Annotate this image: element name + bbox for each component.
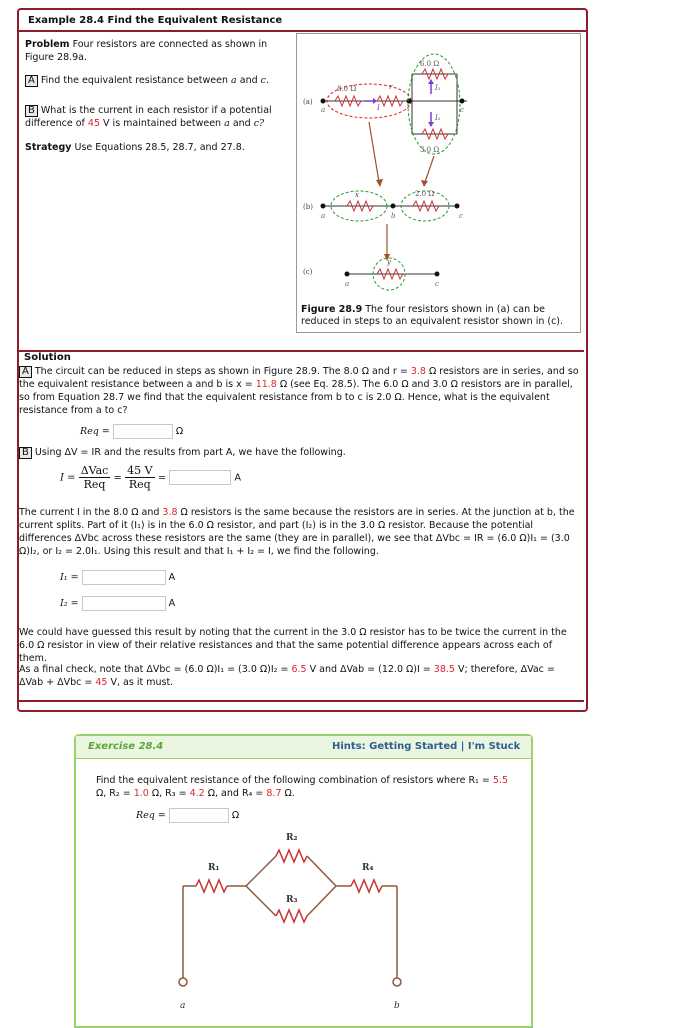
terminal-b	[393, 978, 401, 986]
p3-r-value: 3.8	[162, 507, 178, 518]
label-3ohm: 3.0 Ω	[420, 146, 440, 154]
i1-answer-label: I₁ =	[60, 572, 79, 583]
current-input[interactable]	[169, 470, 231, 485]
exercise-text	[96, 774, 516, 800]
exercise-text-1: Find the equivalent resistance of the following combination of resistors where R₁ =	[96, 775, 490, 786]
node-a-dot-b	[321, 204, 326, 209]
node-a-dot	[321, 99, 326, 104]
im-stuck-link[interactable]: I'm Stuck	[467, 741, 521, 752]
solution-divider	[17, 350, 584, 352]
solution-p5a: As a final check, note that ΔVbc = (6.0 Ω)I₁ = (3.0 Ω)I₂ =	[19, 664, 289, 675]
node-b-label-b: b	[391, 212, 396, 220]
req-label: Req =	[80, 426, 110, 437]
node-a-label: a	[321, 106, 326, 114]
reduction-arrowhead-2	[421, 180, 428, 187]
solution-p3	[19, 506, 579, 558]
part-a-tag: A	[25, 75, 38, 87]
solution-p5	[19, 663, 581, 689]
solution-p5c: V; therefore, ΔVac = ΔVab + ΔVbc =	[19, 664, 555, 688]
var-a: a	[231, 75, 237, 86]
solution-p4: We could have guessed this result by noting that the current in the 3.0 Ω resistor has to be twice the current in the 6.0 Ω resistor in view of their relative resistances and that the same potential difference appears across each of them.	[19, 627, 567, 664]
eq-i-label: I =	[60, 472, 76, 484]
solution-part-a-text	[19, 365, 582, 417]
reduction-arrow-2	[425, 156, 434, 182]
strategy	[25, 141, 287, 154]
title-divider	[19, 30, 586, 32]
hints-bar	[332, 741, 520, 752]
part-b-text: What is the current in each resistor if a potential difference of	[25, 105, 272, 129]
i1-input[interactable]	[82, 570, 166, 585]
r1-label: R₁	[208, 863, 220, 873]
solution-p3a: The current I in the 8.0 Ω and	[19, 507, 160, 518]
part-a-text: Find the equivalent resistance between	[40, 75, 229, 86]
solution-part-b-text	[19, 446, 579, 459]
i2-input[interactable]	[82, 596, 166, 611]
node-b-dot	[407, 99, 412, 104]
eq-equals: =	[113, 472, 122, 484]
solution-p1c: Ω (see Eq. 28.5). The 6.0 Ω and 3.0 Ω resistors are in parallel, so from Equation 28.7 we find that the equivalent resistance from b to c is 2.0 Ω. Hence, what is the equivalent resistance from a to c?	[19, 379, 573, 416]
exercise-req-row	[136, 808, 239, 823]
node-c-label: c	[460, 106, 464, 114]
r3-value: 4.2	[189, 788, 205, 799]
eq-equals-2: =	[157, 472, 167, 484]
r2-label: R₂	[286, 833, 298, 843]
var-c: c.	[260, 75, 269, 86]
i1-unit: A	[168, 572, 176, 583]
resistor-r2	[276, 850, 307, 862]
exercise-text-5: Ω.	[284, 788, 295, 799]
req-input[interactable]	[113, 424, 173, 439]
node-a-label-b: a	[321, 212, 326, 220]
x-value: 11.8	[255, 379, 277, 390]
current-equation	[60, 464, 241, 491]
solution-label: Solution	[24, 352, 71, 363]
node-a-label-c: a	[345, 280, 350, 288]
terminal-b-label: b	[394, 1001, 400, 1011]
getting-started-link[interactable]: Getting Started	[369, 741, 458, 752]
terminal-a-label: a	[180, 1001, 186, 1011]
node-c-label-b: c	[459, 212, 463, 220]
node-a-dot-c	[345, 272, 350, 277]
r3-label: R₃	[286, 895, 298, 905]
circuit-diagram	[297, 34, 580, 304]
i1-answer-row	[60, 570, 175, 585]
parallel-group-outline	[408, 54, 460, 154]
caption-text: The four resistors shown in (a) can be reduced in steps to an equivalent resistor shown in (c).	[301, 304, 564, 327]
hints-separator: |	[460, 741, 465, 752]
exercise-req-unit: Ω	[231, 810, 240, 821]
node-c-dot	[460, 99, 465, 104]
p5-value-3: 45	[95, 677, 108, 688]
eq-numerator-2: 45 V	[127, 464, 153, 477]
problem-label: Problem	[25, 39, 70, 50]
exercise-card	[74, 734, 533, 1028]
label-2ohm: 2.0 Ω	[415, 190, 435, 198]
var-a: a	[224, 118, 230, 129]
node-c-dot-c	[435, 272, 440, 277]
eq-denominator-1: Req	[83, 478, 106, 491]
reduction-arrowhead-1	[376, 179, 383, 187]
current-label: I	[377, 104, 380, 112]
i1-label: I₁	[435, 84, 441, 92]
part-a-question	[25, 74, 287, 87]
panel-a-label: (a)	[303, 98, 313, 106]
panel-c-label: (c)	[303, 268, 313, 276]
solution-p5b: V and ΔVab = (12.0 Ω)I =	[309, 664, 431, 675]
eq-denominator-2: Req	[128, 478, 151, 491]
caption-label: Figure 28.9	[301, 304, 363, 315]
i2-answer-label: I₂ =	[60, 598, 79, 609]
problem-text: Four resistors are connected as shown in Figure 28.9a.	[25, 39, 268, 63]
exercise-text-3: Ω, R₃ =	[151, 788, 187, 799]
exercise-text-4: Ω, and R₄ =	[207, 788, 264, 799]
exercise-title: Exercise 28.4	[88, 741, 164, 752]
node-b-dot-b	[391, 204, 396, 209]
var-c: c?	[253, 118, 265, 129]
req-answer-row	[80, 424, 183, 439]
current-unit: A	[234, 472, 241, 484]
p5-value-1: 6.5	[291, 664, 307, 675]
resistor-r3	[276, 910, 307, 922]
example-bottom-divider	[17, 700, 584, 702]
hints-label: Hints:	[332, 741, 366, 752]
r4-label: R₄	[362, 863, 374, 873]
figure-28-9	[296, 33, 581, 333]
label-6ohm: 6.0 Ω	[420, 60, 440, 68]
solution-p1b: Ω resistors are in series, and so the equivalent resistance between a and b is x =	[19, 366, 579, 390]
eq-numerator-1: ΔVac	[80, 464, 109, 477]
label-r: r	[389, 83, 393, 91]
exercise-text-2: Ω, R₂ =	[96, 788, 131, 799]
p5-value-2: 38.5	[433, 664, 455, 675]
part-b-text-2: V is maintained between	[103, 118, 222, 129]
y-label: y	[387, 258, 391, 266]
part-b-tag: B	[25, 105, 38, 117]
r1-value: 5.5	[492, 775, 508, 786]
strategy-label: Strategy	[25, 142, 72, 153]
exercise-req-input[interactable]	[169, 808, 229, 823]
figure-caption	[301, 304, 573, 328]
i2-arrowhead	[428, 122, 434, 127]
resistor-r4	[351, 880, 382, 892]
solution-p2: Using ΔV = IR and the results from part A, we have the following.	[34, 447, 346, 458]
solution-p3b: Ω resistors is the same because the resistors are in series. At the junction at b, the current splits. Part of it (I₁) is in the 6.0 Ω resistor, and part (I₂) is in the 3.0 Ω resistor. Because the potential differences ΔVbc across these resistors are the same (they are in parallel), we see that ΔVbc = IR = (6.0 Ω)I₁ = (3.0 Ω)I₂, or I₂ = 2.0I₁. Using this result and that I₁ + I₂ = I, we find the following.	[19, 507, 575, 557]
r-value: 3.8	[410, 366, 426, 377]
label-8ohm: 8.0 Ω	[337, 85, 357, 93]
solution-part-b-tag: B	[19, 447, 32, 459]
example-title: Example 28.4 Find the Equivalent Resistance	[28, 15, 283, 26]
eq-fraction-1	[79, 464, 111, 491]
i2-unit: A	[168, 598, 176, 609]
r2-value: 1.0	[133, 788, 149, 799]
node-c-label-c: c	[435, 280, 439, 288]
reduction-arrow-1	[369, 122, 379, 182]
resistor-r1	[196, 880, 227, 892]
terminal-a	[179, 978, 187, 986]
strategy-text: Use Equations 28.5, 28.7, and 27.8.	[74, 142, 245, 153]
i2-label: I₂	[435, 114, 441, 122]
req-unit: Ω	[175, 426, 184, 437]
exercise-req-label: Req =	[136, 810, 166, 821]
and-text: and	[239, 75, 258, 86]
i2-answer-row	[60, 596, 175, 611]
solution-p1: The circuit can be reduced in steps as shown in Figure 28.9. The 8.0 Ω and r =	[34, 366, 408, 377]
part-b-question	[25, 104, 287, 130]
potential-value: 45	[87, 118, 100, 129]
x-label: x	[355, 191, 359, 199]
solution-p5d: V, as it must.	[110, 677, 174, 688]
node-c-dot-b	[455, 204, 460, 209]
exercise-header	[76, 736, 531, 759]
panel-b-label: (b)	[303, 203, 313, 211]
problem-statement	[25, 38, 287, 64]
eq-fraction-2	[125, 464, 154, 491]
exercise-circuit	[76, 826, 531, 1021]
r4-value: 8.7	[266, 788, 282, 799]
solution-part-a-tag: A	[19, 366, 32, 378]
and-text: and	[232, 118, 251, 129]
